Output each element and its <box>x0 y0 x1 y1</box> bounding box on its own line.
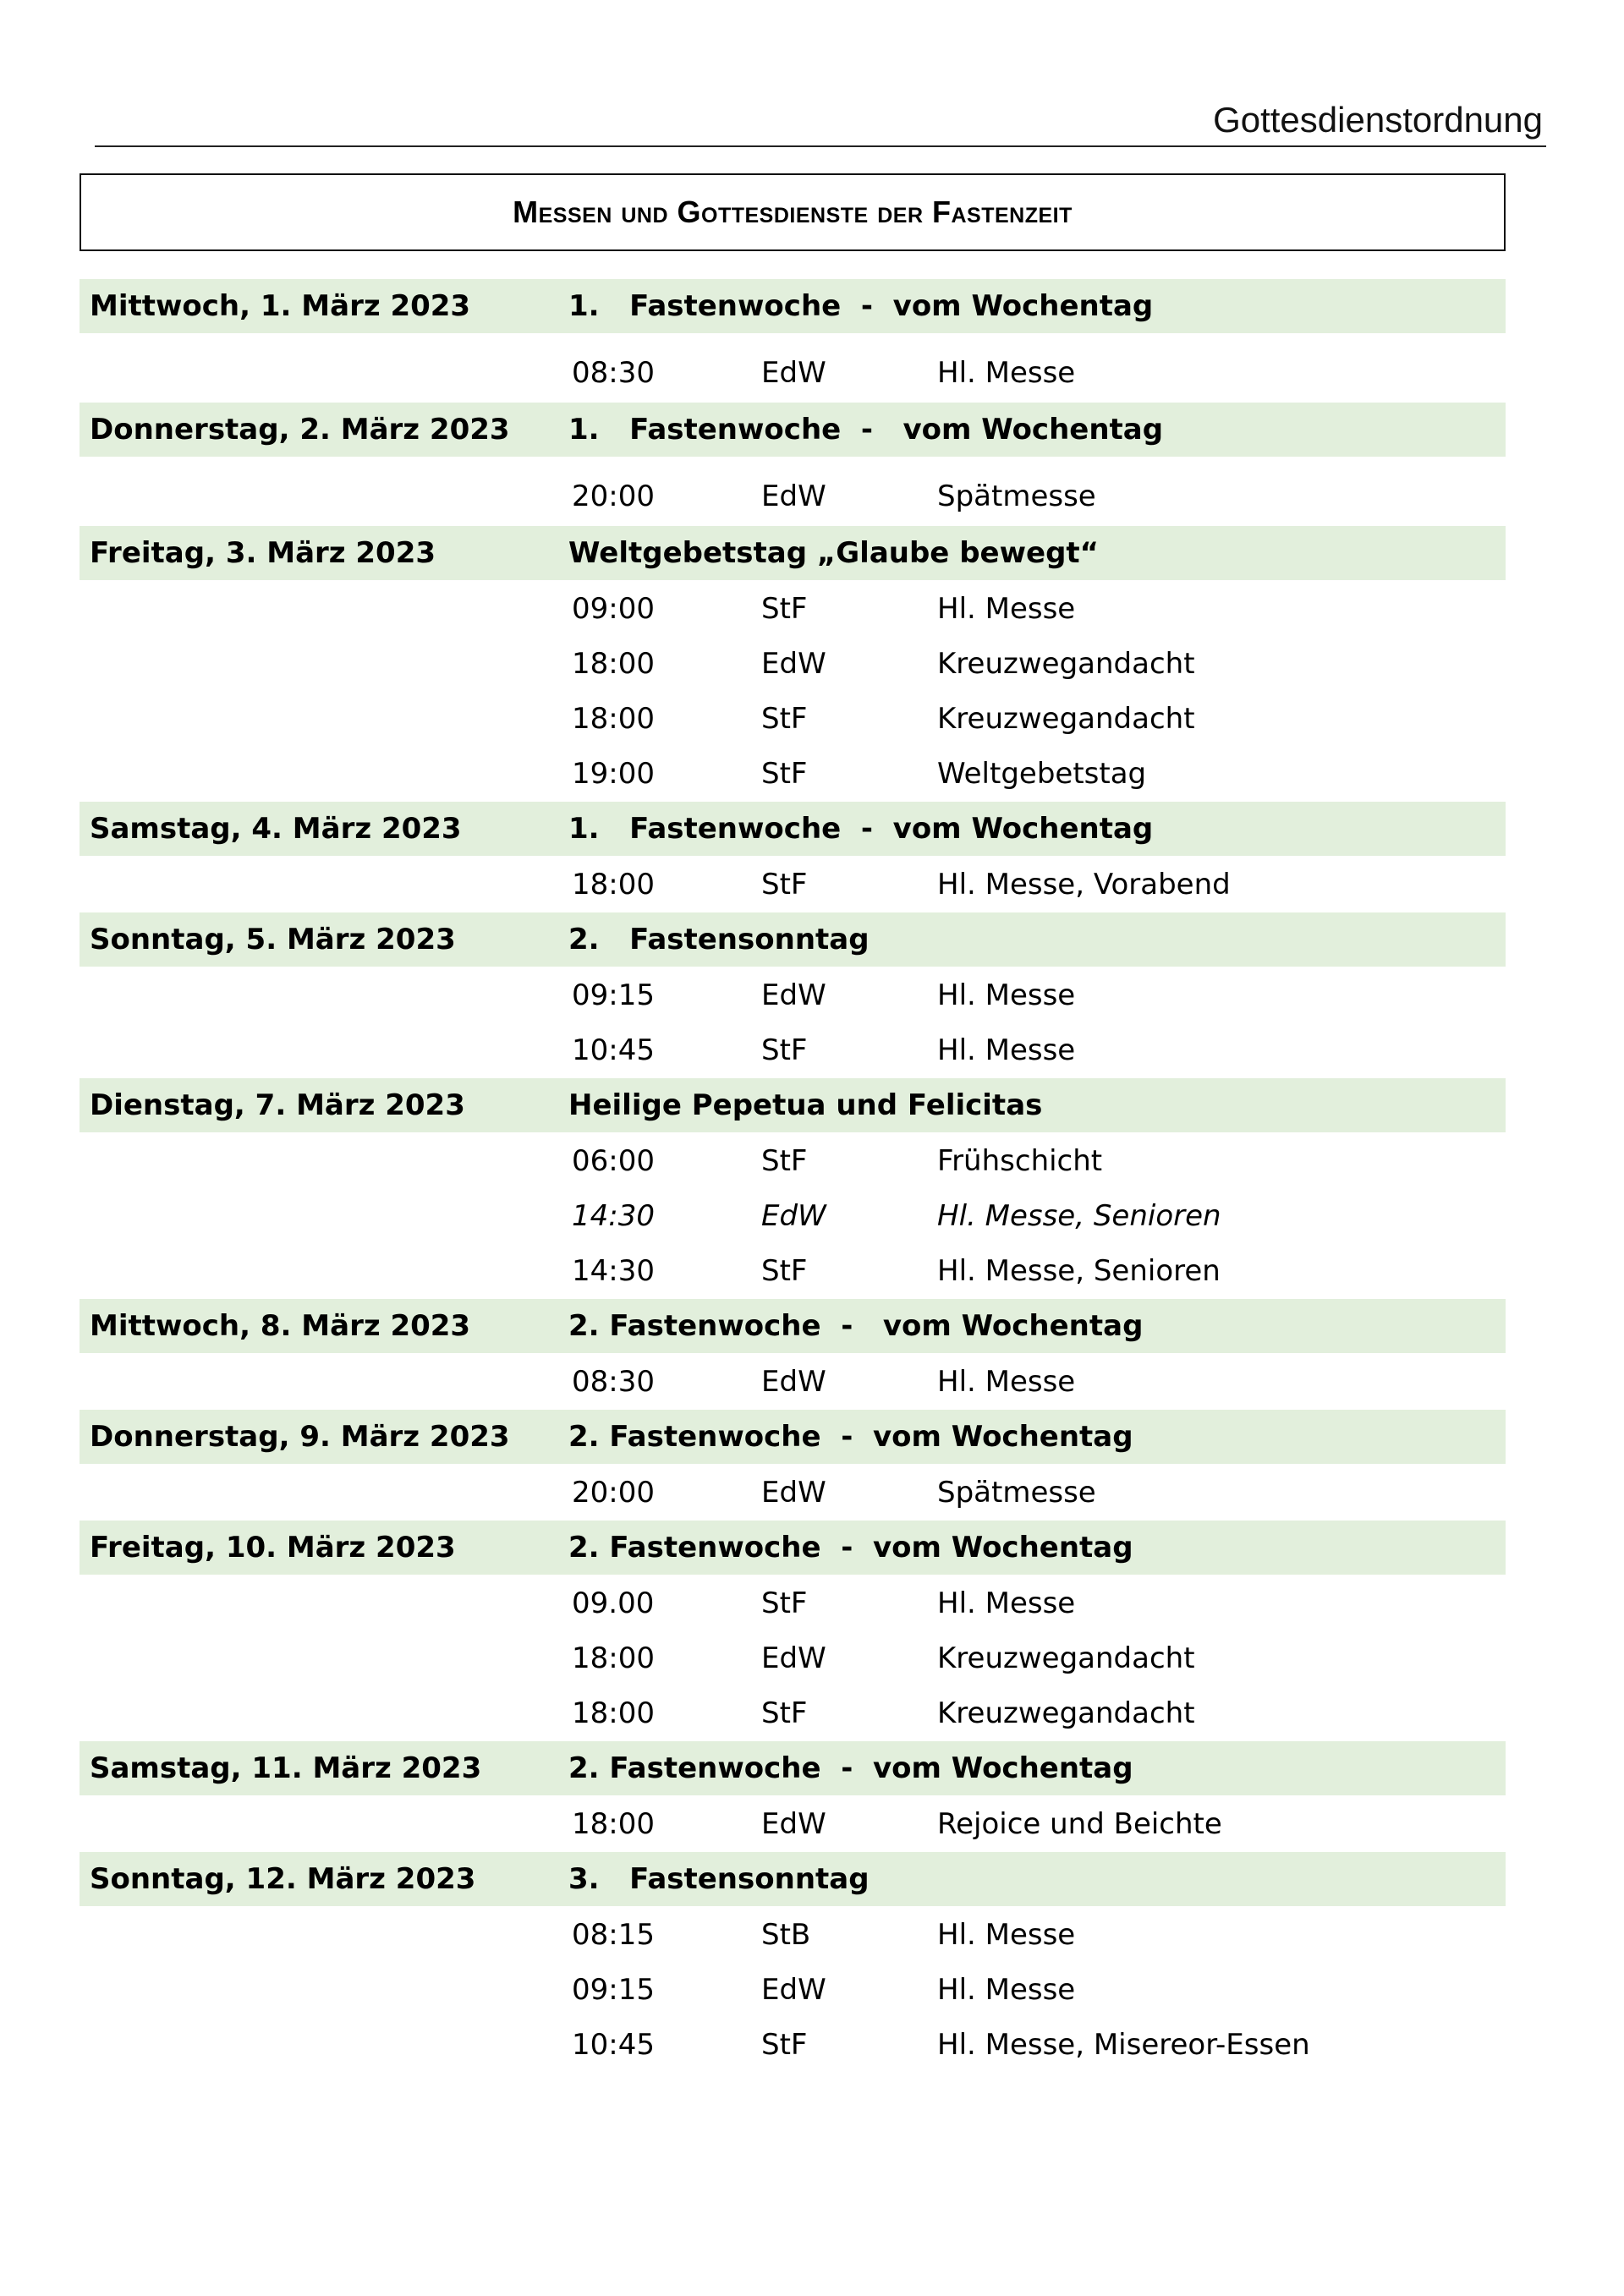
day-feast-title: 2. Fastenwoche - vom Wochentag <box>568 1420 1133 1454</box>
event-title: Hl. Messe <box>937 356 1076 390</box>
event-time: 19:00 <box>572 757 655 791</box>
event-row <box>80 1355 1506 1410</box>
event-time: 09.00 <box>572 1586 655 1620</box>
event-row <box>80 1189 1506 1244</box>
event-title: Spätmesse <box>937 1476 1096 1510</box>
day-date-label: Freitag, 3. März 2023 <box>90 526 563 580</box>
event-title: Hl. Messe, Senioren <box>937 1199 1221 1233</box>
event-title: Hl. Messe, Misereor-Essen <box>937 2028 1310 2062</box>
day-date-label: Mittwoch, 8. März 2023 <box>90 1299 563 1353</box>
event-time: 10:45 <box>572 1033 655 1067</box>
event-time: 18:00 <box>572 647 655 681</box>
event-location: StF <box>761 1144 808 1178</box>
event-row <box>80 1631 1506 1686</box>
event-location: EdW <box>761 1365 826 1399</box>
event-location: EdW <box>761 647 826 681</box>
event-row <box>80 1686 1506 1741</box>
event-title: Kreuzwegandacht <box>937 1641 1195 1675</box>
day-header-row <box>80 1852 1506 1906</box>
event-row <box>80 582 1506 637</box>
event-location: StF <box>761 757 808 791</box>
event-time: 09:15 <box>572 978 655 1012</box>
event-row <box>80 1134 1506 1189</box>
day-header-row <box>80 1410 1506 1464</box>
event-row <box>80 335 1506 403</box>
event-location: EdW <box>761 479 826 513</box>
event-time: 08:30 <box>572 1365 655 1399</box>
day-feast-title: 1. Fastenwoche - vom Wochentag <box>568 289 1154 323</box>
event-location: EdW <box>761 978 826 1012</box>
event-row <box>80 458 1506 526</box>
day-feast-title: 2. Fastensonntag <box>568 923 870 956</box>
event-title: Hl. Messe, Senioren <box>937 1254 1221 1288</box>
section-title: Messen und Gottesdienste der Fastenzeit <box>513 195 1073 229</box>
event-location: StF <box>761 702 808 736</box>
event-row <box>80 968 1506 1023</box>
day-feast-title: 1. Fastenwoche - vom Wochentag <box>568 413 1164 447</box>
event-time: 06:00 <box>572 1144 655 1178</box>
event-row <box>80 2018 1506 2073</box>
day-feast-title: 1. Fastenwoche - vom Wochentag <box>568 812 1154 846</box>
event-title: Kreuzwegandacht <box>937 702 1195 736</box>
event-title: Hl. Messe <box>937 978 1076 1012</box>
day-header-row <box>80 1299 1506 1353</box>
day-feast-title: 2. Fastenwoche - vom Wochentag <box>568 1751 1133 1785</box>
day-feast-title: 2. Fastenwoche - vom Wochentag <box>568 1309 1144 1343</box>
event-title: Kreuzwegandacht <box>937 647 1195 681</box>
event-location: StF <box>761 1254 808 1288</box>
event-time: 10:45 <box>572 2028 655 2062</box>
day-date-label: Sonntag, 5. März 2023 <box>90 912 563 967</box>
event-location: StF <box>761 1696 808 1730</box>
event-row <box>80 637 1506 692</box>
event-title: Kreuzwegandacht <box>937 1696 1195 1730</box>
day-date-label: Donnerstag, 9. März 2023 <box>90 1410 563 1464</box>
event-location: StF <box>761 592 808 626</box>
day-feast-title: 2. Fastenwoche - vom Wochentag <box>568 1531 1133 1564</box>
event-location: StB <box>761 1918 811 1952</box>
event-location: EdW <box>761 1476 826 1510</box>
day-feast-title: Weltgebetstag „Glaube bewegt“ <box>568 536 1100 570</box>
day-date-label: Sonntag, 12. März 2023 <box>90 1852 563 1906</box>
running-title: Gottesdienstordnung <box>1213 100 1543 140</box>
day-date-label: Samstag, 4. März 2023 <box>90 802 563 856</box>
event-title: Hl. Messe <box>937 1365 1076 1399</box>
event-title: Hl. Messe <box>937 1918 1076 1952</box>
event-title: Spätmesse <box>937 479 1096 513</box>
day-header-row <box>80 1521 1506 1575</box>
day-header-row <box>80 1078 1506 1132</box>
event-row <box>80 747 1506 802</box>
day-date-label: Donnerstag, 2. März 2023 <box>90 403 563 457</box>
event-title: Hl. Messe, Vorabend <box>937 868 1231 901</box>
event-row <box>80 1244 1506 1299</box>
event-row <box>80 692 1506 747</box>
day-feast-title: Heilige Pepetua und Felicitas <box>568 1088 1043 1122</box>
schedule-list <box>80 279 1506 2073</box>
event-location: EdW <box>761 1641 826 1675</box>
event-location: EdW <box>761 1807 826 1841</box>
section-title-box <box>80 173 1506 251</box>
event-time: 18:00 <box>572 1641 655 1675</box>
event-location: StF <box>761 1033 808 1067</box>
event-title: Hl. Messe <box>937 1586 1076 1620</box>
event-row <box>80 1797 1506 1852</box>
day-header-row <box>80 1741 1506 1795</box>
event-time: 09:00 <box>572 592 655 626</box>
day-date-label: Samstag, 11. März 2023 <box>90 1741 563 1795</box>
event-location: EdW <box>761 1199 826 1233</box>
event-row <box>80 1023 1506 1078</box>
day-feast-title: 3. Fastensonntag <box>568 1862 870 1896</box>
day-date-label: Dienstag, 7. März 2023 <box>90 1078 563 1132</box>
event-location: StF <box>761 2028 808 2062</box>
day-header-row <box>80 802 1506 856</box>
event-time: 20:00 <box>572 1476 655 1510</box>
event-title: Hl. Messe <box>937 1973 1076 2007</box>
event-location: StF <box>761 1586 808 1620</box>
event-time: 09:15 <box>572 1973 655 2007</box>
event-row <box>80 1466 1506 1521</box>
event-location: StF <box>761 868 808 901</box>
event-time: 08:30 <box>572 356 655 390</box>
day-header-row <box>80 912 1506 967</box>
event-location: EdW <box>761 1973 826 2007</box>
event-time: 14:30 <box>572 1199 655 1233</box>
event-row <box>80 858 1506 912</box>
event-time: 18:00 <box>572 868 655 901</box>
day-header-row <box>80 526 1506 580</box>
day-header-row <box>80 279 1506 333</box>
event-title: Frühschicht <box>937 1144 1103 1178</box>
header-rule <box>95 145 1546 147</box>
day-date-label: Mittwoch, 1. März 2023 <box>90 279 563 333</box>
event-title: Hl. Messe <box>937 1033 1076 1067</box>
event-title: Weltgebetstag <box>937 757 1147 791</box>
event-row <box>80 1576 1506 1631</box>
event-time: 18:00 <box>572 702 655 736</box>
event-title: Hl. Messe <box>937 592 1076 626</box>
day-date-label: Freitag, 10. März 2023 <box>90 1521 563 1575</box>
event-time: 08:15 <box>572 1918 655 1952</box>
event-row <box>80 1908 1506 1963</box>
day-header-row <box>80 403 1506 457</box>
event-row <box>80 1963 1506 2018</box>
event-title: Rejoice und Beichte <box>937 1807 1222 1841</box>
event-time: 18:00 <box>572 1807 655 1841</box>
event-time: 20:00 <box>572 479 655 513</box>
event-time: 14:30 <box>572 1254 655 1288</box>
event-location: EdW <box>761 356 826 390</box>
event-time: 18:00 <box>572 1696 655 1730</box>
